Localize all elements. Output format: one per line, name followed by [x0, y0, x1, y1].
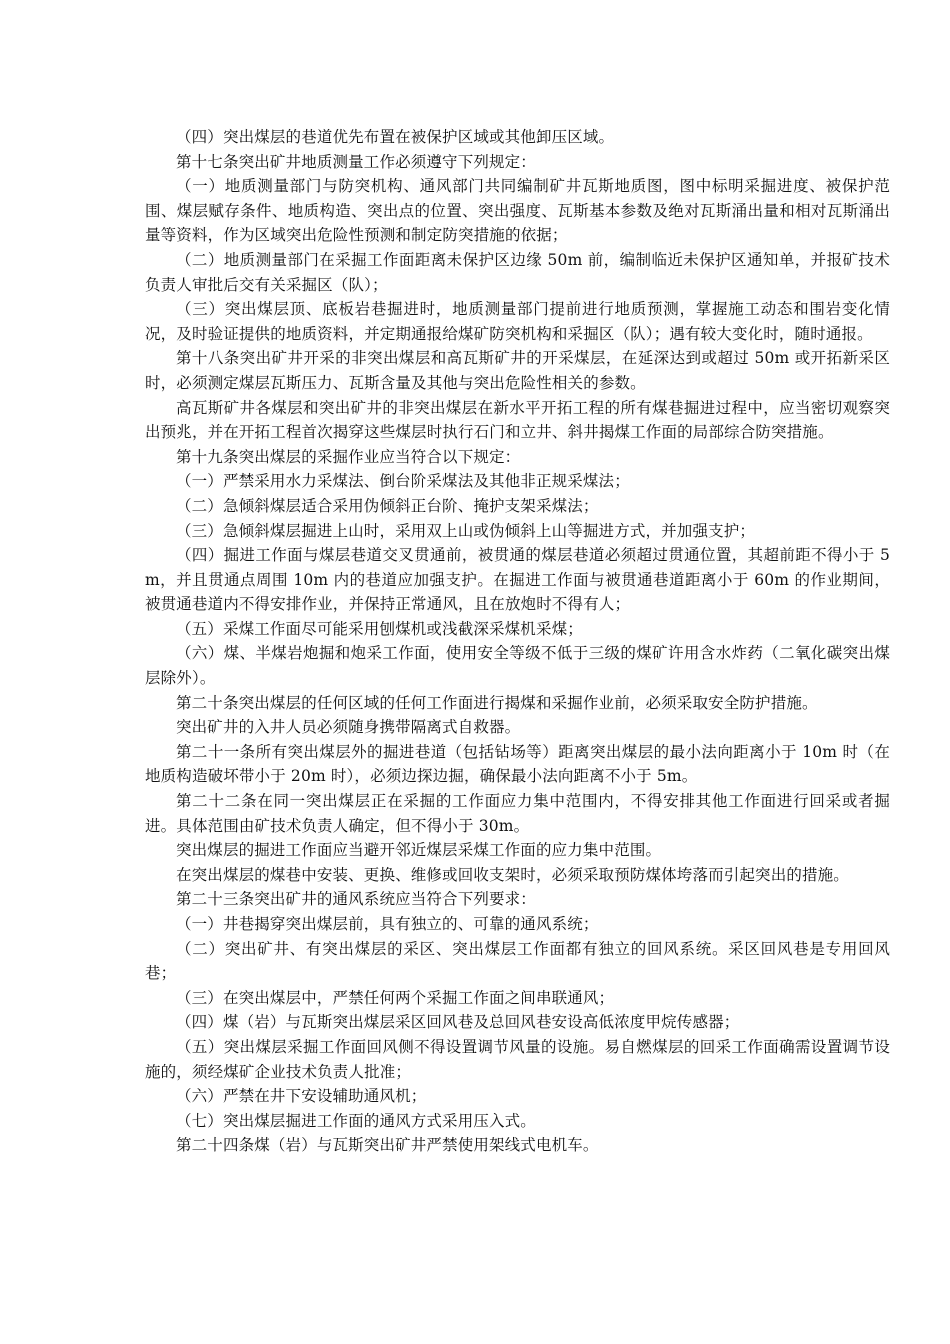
paragraph: （二）地质测量部门在采掘工作面距离未保护区边缘 50m 前，编制临近未保护区通知单，并报矿技术负责人审批后交有关采掘区（队）；	[145, 250, 890, 294]
article-heading: 第十九条突出煤层的采掘作业应当符合以下规定：	[176, 447, 521, 466]
article-paragraph: 第十八条突出矿井开采的非突出煤层和高瓦斯矿井的开采煤层，在延深达到或超过 50m 或开拓新采区时，必须测定煤层瓦斯压力、瓦斯含量及其他与突出危险性相关的参数。	[145, 349, 890, 392]
paragraph: （二）急倾斜煤层适合采用伪倾斜正台阶、掩护支架采煤法；	[176, 496, 599, 515]
paragraph: （四）掘进工作面与煤层巷道交叉贯通前，被贯通的煤层巷道必须超过贯通位置，其超前距不得小于 5m，并且贯通点周围 10m 内的巷道应加强支护。在掘进工作面与被贯通巷道距离小于 60m 的作业期间，被贯通巷道内不得安排作业，并保持正常通风，且在放炮时不得有人；	[145, 546, 890, 614]
paragraph: （四）煤（岩）与瓦斯突出煤层采区回风巷及总回风巷安设高低浓度甲烷传感器；	[176, 1013, 740, 1032]
paragraph: （六）严禁在井下安设辅助通风机；	[176, 1087, 427, 1106]
paragraph: （五）突出煤层采掘工作面回风侧不得设置调节风量的设施。易自燃煤层的回采工作面确需设置调节设施的，须经煤矿企业技术负责人批准；	[145, 1037, 890, 1081]
paragraph: （一）井巷揭穿突出煤层前，具有独立的、可靠的通风系统；	[176, 915, 599, 933]
paragraph: （三）突出煤层顶、底板岩巷掘进时，地质测量部门提前进行地质预测，掌握施工动态和围岩变化情况，及时验证提供的地质资料，并定期通报给煤矿防突机构和采掘区（队）；遇有较大变化时，随时通报。	[145, 300, 890, 343]
paragraph: （三）在突出煤层中，严禁任何两个采掘工作面之间串联通风；	[176, 988, 615, 1007]
paragraph: （六）煤、半煤岩炮掘和炮采工作面，使用安全等级不低于三级的煤矿许用含水炸药（二氧化碳突出煤层除外）。	[145, 644, 890, 688]
article-paragraph: 第二十条突出煤层的任何区域的任何工作面进行揭煤和采掘作业前，必须采取安全防护措施。	[176, 693, 818, 712]
paragraph: 在突出煤层的煤巷中安装、更换、维修或回收支架时，必须采取预防煤体垮落而引起突出的措施。	[176, 865, 849, 884]
article-heading: 第十七条突出矿井地质测量工作必须遵守下列规定：	[176, 152, 536, 171]
paragraph: 高瓦斯矿井各煤层和突出矿井的非突出煤层在新水平开拓工程的所有煤巷掘进过程中，应当密切观察突出预兆，并在开拓工程首次揭穿这些煤层时执行石门和立井、斜井揭煤工作面的局部综合防突措施。	[145, 398, 890, 442]
paragraph: 突出矿井的入井人员必须随身携带隔离式自救器。	[176, 718, 521, 737]
paragraph: （四）突出煤层的巷道优先布置在被保护区域或其他卸压区域。	[176, 128, 615, 146]
paragraph: （二）突出矿井、有突出煤层的采区、突出煤层工作面都有独立的回风系统。采区回风巷是专用回风巷；	[145, 939, 890, 983]
paragraph: （一）地质测量部门与防突机构、通风部门共同编制矿井瓦斯地质图，图中标明采掘进度、被保护范围、煤层赋存条件、地质构造、突出点的位置、突出强度、瓦斯基本参数及绝对瓦斯涌出量和相对瓦斯涌出量等资料，作为区域突出危险性预测和制定防突措施的依据；	[145, 177, 890, 245]
article-paragraph: 第二十一条所有突出煤层外的掘进巷道（包括钻场等）距离突出煤层的最小法向距离小于 10m 时（在地质构造破坏带小于 20m 时），必须边探边掘，确保最小法向距离不小于 5m。	[145, 742, 890, 786]
paragraph: （五）采煤工作面尽可能采用刨煤机或浅截深采煤机采煤；	[176, 619, 583, 638]
paragraph: （一）严禁采用水力采煤法、倒台阶采煤法及其他非正规采煤法；	[176, 472, 630, 491]
paragraph: （三）急倾斜煤层掘进上山时，采用双上山或伪倾斜上山等掘进方式，并加强支护；	[176, 521, 756, 540]
paragraph: （七）突出煤层掘进工作面的通风方式采用压入式。	[176, 1111, 536, 1130]
paragraph: 突出煤层的掘进工作面应当避开邻近煤层采煤工作面的应力集中范围。	[176, 841, 662, 860]
article-paragraph: 第二十四条煤（岩）与瓦斯突出矿井严禁使用架线式电机车。	[176, 1136, 599, 1155]
article-heading: 第二十三条突出矿井的通风系统应当符合下列要求：	[176, 890, 536, 909]
article-paragraph: 第二十二条在同一突出煤层正在采掘的工作面应力集中范围内，不得安排其他工作面进行回采或者掘进。具体范围由矿技术负责人确定，但不得小于 30m。	[145, 792, 890, 835]
document-body	[145, 125, 890, 1158]
